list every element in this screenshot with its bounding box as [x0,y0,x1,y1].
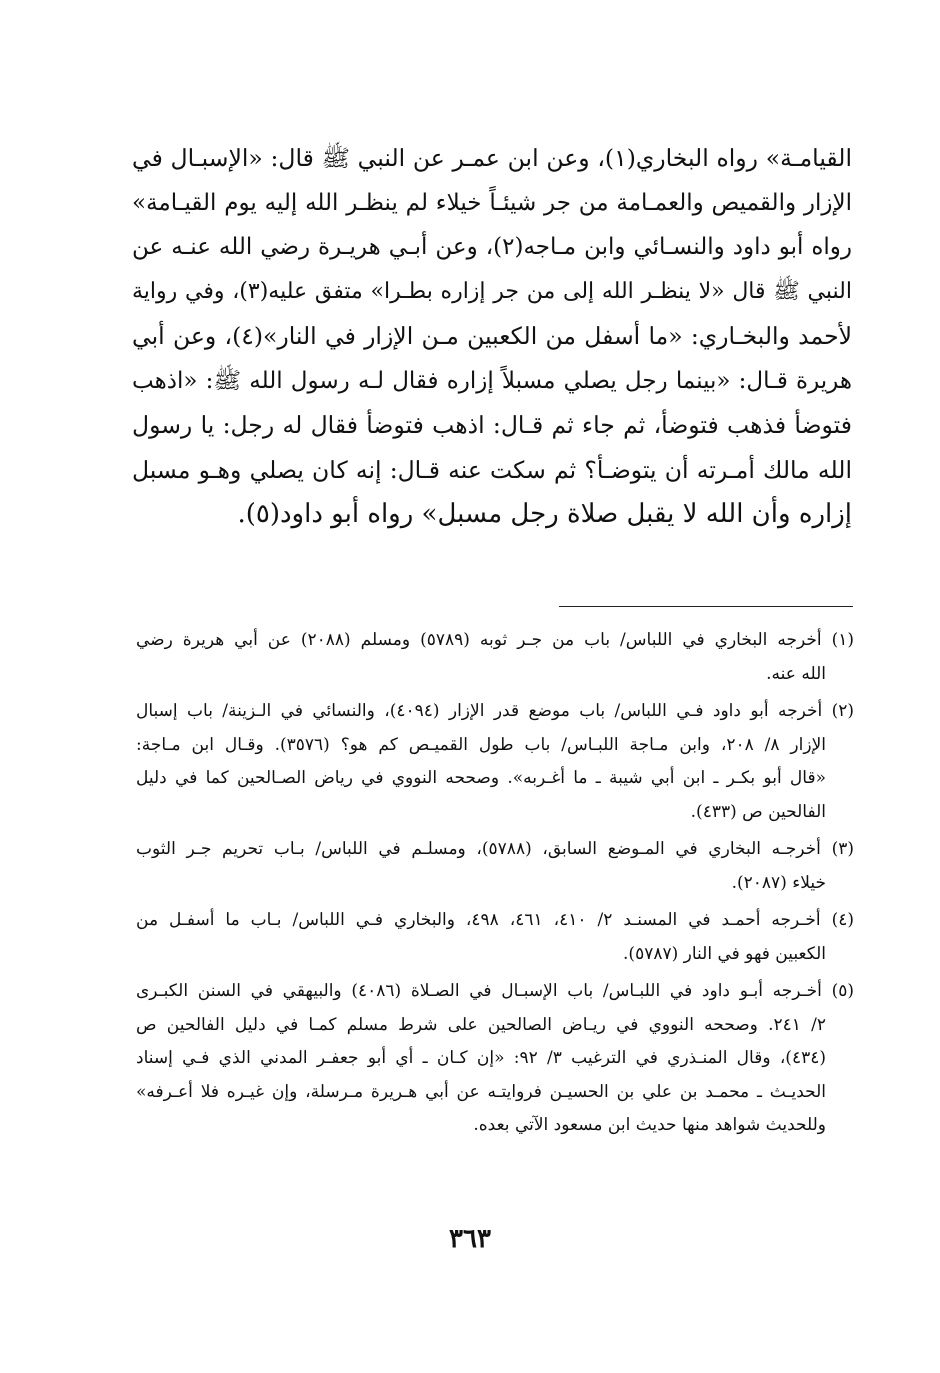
main-text-line: هريرة قـال: «بينما رجل يصلي مسبلاً إزاره فقال لـه رسول الله ﷺ: «اذهب [132,367,852,394]
footnote-line: الفالحين ص (٤٣٣). [690,801,826,822]
main-text-line: رواه أبو داود والنسـائي وابن مـاجه(٢)، وعن أبـي هريـرة رضي الله عنـه عن [132,234,852,260]
footnote-line: الله عنه. [766,663,826,684]
main-text-line: لأحمد والبخـاري: «ما أسفل من الكعبين مـن الإزار في النار»(٤)، وعن أبي [132,322,852,350]
footnote-line: (١) أخرجه البخاري في اللباس/ باب من جـر ثوبه (٥٧٨٩) ومسلم (٢٠٨٨) عن أبي هريرة رضي [136,630,854,650]
page-number: ٣٦٣ [449,1224,491,1254]
footnote-line: (٤٣٤)، وقال المنـذري في الترغيب ٣/ ٩٢: «إن كـان ـ أي أبو جعفـر المدني الذي فـي إسناد [136,1048,826,1068]
footnote-line: (٣) أخرجـه البخاري في المـوضع السابق، (٥٧٨٨)، ومسلـم في اللباس/ بـاب تحريم جـر الثوب [136,839,854,859]
footnote-line: خيلاء (٢٠٨٧). [731,872,826,893]
footnote-line: (٥) أخـرجه أبـو داود في اللبـاس/ باب الإسبـال في الصـلاة (٤٠٨٦) والبيهقي في السنن الكبـرى [136,981,854,1001]
main-text-line: فتوضأ فذهب فتوضأ، ثم جاء ثم قـال: اذهب فتوضأ فقال له رجل: يا رسول [132,411,852,439]
footnote-line: الكعبين فهو في النار (٥٧٨٧). [623,943,826,964]
footnote-line: «قال أبو بكـر ـ ابن أبي شيبة ـ ما أغـربه». وصححه النووي في رياض الصـالحين كما في دليل [136,768,826,788]
main-text-line: إزاره وأن الله لا يقبل صلاة رجل مسبل» رواه أبو داود(٥). [237,499,852,529]
footnote-4 [136,904,854,971]
main-text-line: النبي ﷺ قال «لا ينظـر الله إلى من جر إزاره بطـرا» متفق عليه(٣)، وفي رواية [132,278,852,304]
footnote-line: (٤) أخـرجه أحمـد في المسنـد ٢/ ٤١٠، ٤٦١، ٤٩٨، والبخاري فـي اللباس/ بـاب ما أسفـل من [136,910,854,930]
footnote-line: (٢) أخرجه أبو داود فـي اللباس/ باب موضع قدر الإزار (٤٠٩٤)، والنسائي في الـزينة/ باب إسبال [136,701,854,721]
footnote-line: وللحديث شواهد منها حديث ابن مسعود الآتي بعده. [473,1115,826,1135]
footnote-line: الحديـث ـ محمـد بن علي بن الحسيـن فروايتـه عن أبي هـريرة مـرسلة، وإن غيـره فلا أعـرفه» [136,1081,826,1102]
footnote-5 [136,975,854,1143]
footnote-2 [136,695,854,829]
footnote-divider [559,606,853,607]
main-text-block [132,136,852,537]
footnote-line: ٢/ ٢٤١. وصححه النووي في ريـاض الصالحين على شرط مسلم كمـا في دليل الفالحين ص [136,1014,827,1035]
footnote-1 [136,624,854,691]
footnote-3 [136,833,854,900]
footnotes-section [136,624,854,1143]
footnote-line: الإزار ٨/ ٢٠٨، وابن مـاجة اللبـاس/ باب طول القميـص كم هو؟ (٣٥٧٦). وقـال ابن مـاجة: [136,734,826,755]
main-text-line: الله مالك أمـرته أن يتوضـأ؟ ثم سكت عنه قـال: إنه كان يصلي وهـو مسبل [132,455,852,484]
main-text-line: الإزار والقميص والعمـامة من جر شيئـاً خيلاء لم ينظـر الله إليه يوم القيـامة» [132,189,852,216]
main-text-line: القيامـة» رواه البخاري(١)، وعن ابن عمـر عن النبي ﷺ قال: «الإسبـال في [132,144,852,172]
